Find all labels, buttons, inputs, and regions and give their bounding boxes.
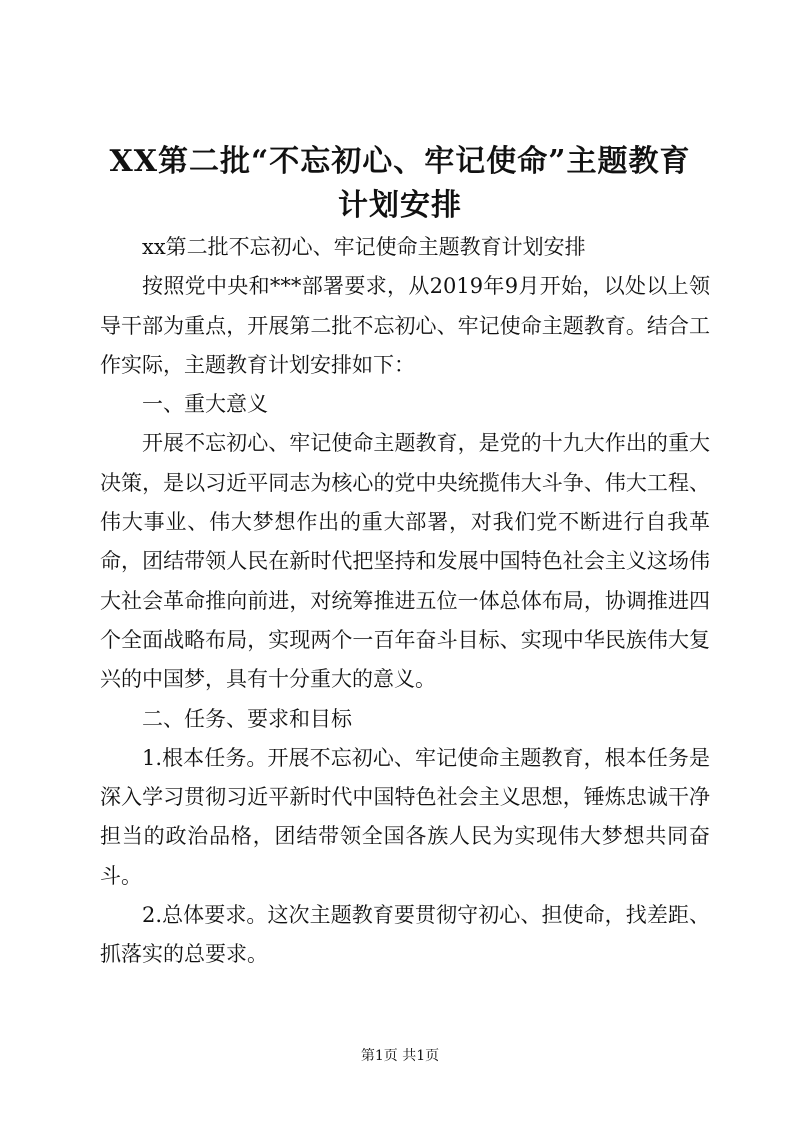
title-line-1: XX第二批“不忘初心、牢记使命”主题教育	[109, 144, 691, 179]
page-footer: 第1页 共1页	[360, 1048, 440, 1064]
document-title	[60, 140, 740, 228]
paragraph-subtitle: xx第二批不忘初心、牢记使命主题教育计划安排	[142, 235, 586, 259]
section-heading-1: 一、重大意义	[142, 392, 268, 417]
paragraph-significance: 开展不忘初心、牢记使命主题教育，是党的十九大作出的重大决策，是以习近平同志为核心的党中央统揽伟大斗争、伟大工程、伟大事业、伟大梦想作出的重大部署，对我们党不断进行自我革命，团结带领人民在新时代把坚持和发展中国特色社会主义这场伟大社会革命推向前进，对统筹推进五位一体总体布局，协调推进四个全面战略布局，实现两个一百年奋斗目标、实现中华民族伟大复兴的中国梦，具有十分重大的意义。	[100, 431, 710, 692]
section-heading-2: 二、任务、要求和目标	[142, 706, 352, 731]
paragraph-intro: 按照党中央和***部署要求，从2019年9月开始，以处以上领导干部为重点，开展第二批不忘初心、牢记使命主题教育。结合工作实际，主题教育计划安排如下：	[100, 274, 710, 377]
title-line-2: 计划安排	[338, 188, 462, 223]
document-body	[100, 228, 710, 975]
paragraph-task: 1.根本任务。开展不忘初心、牢记使命主题教育，根本任务是深入学习贯彻习近平新时代中国特色社会主义思想，锤炼忠诚干净担当的政治品格，团结带领全国各族人民为实现伟大梦想共同奋斗。	[100, 745, 710, 888]
paragraph-requirements: 2.总体要求。这次主题教育要贯彻守初心、担使命，找差距、抓落实的总要求。	[100, 903, 710, 967]
